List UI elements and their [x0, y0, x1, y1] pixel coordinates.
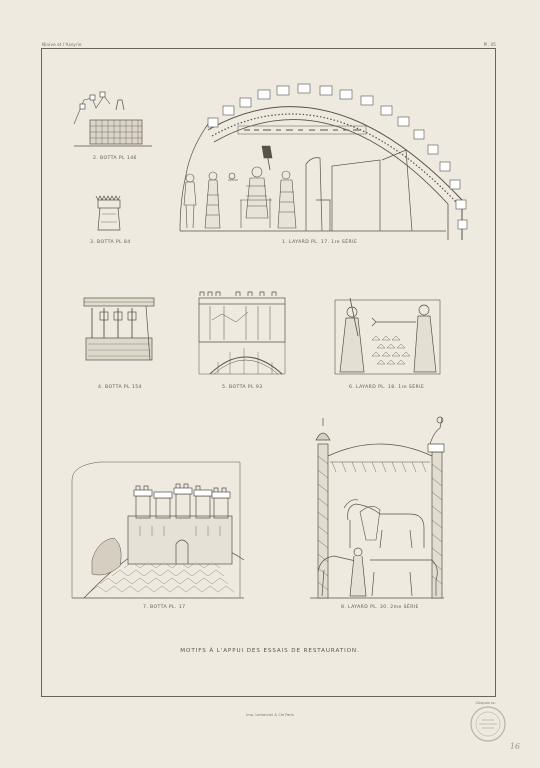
pencil-annotation: 16: [509, 742, 520, 751]
header-left: Ninive et l'Assyrie: [42, 42, 82, 47]
figure-caption-3: 3. BOTTA PL 84: [90, 240, 131, 245]
plate-title: MOTIFS À L'APPUI DES ESSAIS DE RESTAURATION.: [180, 648, 360, 654]
printer-credit: Imp. Lemercier & Cie Paris: [246, 713, 294, 717]
engraver-credit: Chapuis sc.: [475, 701, 496, 705]
figure-8-horses: [310, 417, 444, 598]
figure-3-tower: [96, 196, 120, 230]
figure-caption-6: 6. LAYARD PL. 18. 1re SÉRIE: [349, 385, 425, 390]
figure-caption-4: 4. BOTTA PL 154: [98, 385, 142, 390]
figure-caption-5: 5. BOTTA PL 93: [222, 385, 263, 390]
figure-caption-2: 2. BOTTA PL 146: [93, 156, 137, 161]
figure-5-walled-city: [199, 292, 285, 374]
figure-caption-1: 1. LAYARD PL. 17. 1re SÉRIE: [282, 240, 358, 245]
figure-caption-7: 7. BOTTA PL. 17: [143, 605, 186, 610]
library-stamp: [469, 705, 507, 743]
figure-2-fortress: [74, 92, 152, 146]
figure-caption-8: 8. LAYARD PL. 30. 2me SÉRIE: [341, 605, 419, 610]
figure-4-pavilion: [84, 298, 154, 360]
figure-7-citadel: [72, 462, 244, 598]
figure-1-arch-relief: [180, 84, 467, 240]
header-right: Pl. 45: [483, 42, 496, 47]
figure-6-soldiers: [335, 298, 440, 374]
